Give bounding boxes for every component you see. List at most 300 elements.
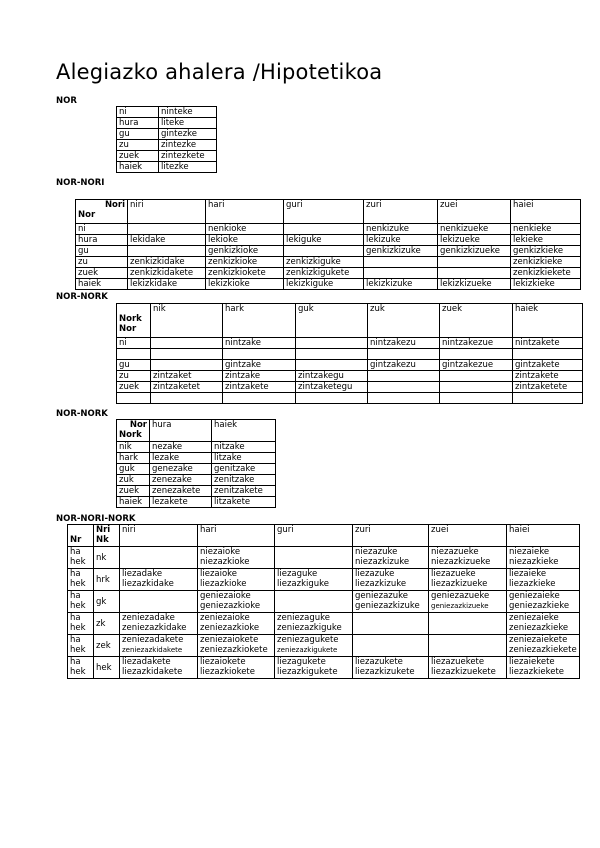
table-row <box>76 257 581 268</box>
table-cell: zintzaketet <box>151 382 223 393</box>
nr-cell <box>68 591 94 613</box>
column-header: haiei <box>507 525 580 547</box>
table-cell <box>507 591 580 613</box>
table-cell: gintezke <box>159 129 217 140</box>
column-header: hura <box>150 420 212 442</box>
nk-label: hek <box>96 662 112 673</box>
table-cell <box>198 547 275 569</box>
table-cell: gintzakezue <box>440 360 513 371</box>
table-cell <box>364 268 438 279</box>
table-cell <box>151 349 223 360</box>
row-header-cell: zuk <box>117 475 150 486</box>
form-plural: zeniezazkidakete <box>122 646 183 654</box>
table-cell: lekizkieke <box>511 279 581 290</box>
table-cell <box>429 547 507 569</box>
table-row <box>117 393 583 404</box>
form-plural: geniezazkizuke <box>355 601 420 611</box>
column-header: hari <box>198 525 275 547</box>
form-singular: zeniezaioke <box>200 613 250 623</box>
table-cell: lekizkioke <box>206 279 284 290</box>
table-row <box>68 635 580 657</box>
form-plural: liezazkidake <box>122 579 174 589</box>
table-row <box>117 107 217 118</box>
table-cell <box>275 613 353 635</box>
form-plural: niezazkioke <box>200 557 250 567</box>
table-cell: zintzakete <box>223 382 296 393</box>
nr-cell <box>68 613 94 635</box>
nr-line: hek <box>70 645 86 655</box>
row-header-cell: ni <box>117 107 159 118</box>
row-header-cell: haiek <box>117 162 159 173</box>
form-singular: liezazueke <box>431 569 476 579</box>
table-cell <box>128 246 206 257</box>
column-header: haiek <box>212 420 276 442</box>
table-cell <box>275 591 353 613</box>
corner-cell <box>76 200 128 224</box>
table-cell: lekizkiguke <box>284 279 364 290</box>
form-singular: liezadake <box>122 569 163 579</box>
nor-table <box>116 106 217 173</box>
table-cell: lezake <box>150 453 212 464</box>
table-cell <box>364 257 438 268</box>
table-cell <box>275 569 353 591</box>
column-header: haiei <box>511 200 581 224</box>
table-cell: zintzake <box>223 371 296 382</box>
table-cell <box>284 246 364 257</box>
table-cell <box>284 224 364 235</box>
form-singular: niezazuke <box>355 547 398 557</box>
nr-cell <box>68 569 94 591</box>
nk-cell <box>94 591 120 613</box>
nr-cell <box>68 635 94 657</box>
table-row <box>76 224 581 235</box>
row-header-cell <box>117 393 151 404</box>
form-singular: geniezazueke <box>431 591 490 601</box>
row-header-cell: ni <box>76 224 128 235</box>
section-label-nor-nori-nork: NOR-NORI-NORK <box>56 514 136 524</box>
table-cell: litzakete <box>212 497 276 508</box>
corner-bottom-label: Nor <box>119 324 137 334</box>
table-cell: zenkizkiguke <box>284 257 364 268</box>
table-cell: lekieke <box>511 235 581 246</box>
section-label-nor-nork: NOR-NORK <box>56 292 108 302</box>
table-cell: zenkizkiekete <box>511 268 581 279</box>
table-cell: litezke <box>159 162 217 173</box>
form-plural: niezazkieke <box>509 557 559 567</box>
table-cell <box>507 569 580 591</box>
form-plural: geniezazkioke <box>200 601 261 611</box>
table-cell: lezakete <box>150 497 212 508</box>
table-cell <box>353 547 429 569</box>
table-cell <box>128 224 206 235</box>
table-cell: genezake <box>150 464 212 475</box>
table-cell <box>223 393 296 404</box>
corner-bottom-label: Nork <box>119 430 142 440</box>
form-singular: liezaiekete <box>509 657 555 667</box>
table-cell: zenkizkidake <box>128 257 206 268</box>
nk-header: Nk <box>96 535 109 545</box>
table-cell: zenitzake <box>212 475 276 486</box>
form-plural: liezazkieke <box>509 579 556 589</box>
form-singular: geniezazuke <box>355 591 408 601</box>
table-cell <box>296 393 368 404</box>
table-cell <box>513 349 583 360</box>
nr-line: hek <box>70 667 86 677</box>
form-plural: liezazkizuekete <box>431 667 496 677</box>
table-cell <box>368 393 440 404</box>
table-cell: zenezake <box>150 475 212 486</box>
nri-nk-header-cell <box>94 525 120 547</box>
form-plural: niezazkizueke <box>431 557 491 567</box>
table-cell <box>120 591 198 613</box>
form-plural: zeniezazkioke <box>200 623 260 633</box>
form-plural: liezazkizukete <box>355 667 415 677</box>
form-plural: zeniezazkiguke <box>277 623 342 633</box>
nk-cell <box>94 569 120 591</box>
table-row <box>117 371 583 382</box>
table-cell: genkizkizueke <box>438 246 511 257</box>
nr-line: ha <box>70 613 81 623</box>
column-header: zuei <box>429 525 507 547</box>
table-row <box>117 497 276 508</box>
row-header-cell: zuek <box>76 268 128 279</box>
nr-cell <box>68 657 94 679</box>
row-header-cell: haiek <box>117 497 150 508</box>
form-plural: zeniezazkieke <box>509 623 569 633</box>
form-singular: geniezaieke <box>509 591 560 601</box>
form-plural: liezazkidakete <box>122 667 183 677</box>
form-singular: liezazuekete <box>431 657 485 667</box>
table-cell: nitzake <box>212 442 276 453</box>
nr-line: ha <box>70 657 81 667</box>
nr-line: ha <box>70 635 81 645</box>
column-header: zuei <box>438 200 511 224</box>
corner-bottom-label: Nor <box>78 210 96 220</box>
form-singular: geniezaioke <box>200 591 251 601</box>
form-plural: zeniezazkidake <box>122 623 187 633</box>
corner-cell <box>117 304 151 338</box>
table-cell <box>120 613 198 635</box>
table-cell: lekioke <box>206 235 284 246</box>
row-header-cell: hark <box>117 453 150 464</box>
table-cell <box>440 393 513 404</box>
table-cell <box>429 569 507 591</box>
table-cell <box>120 657 198 679</box>
row-header-cell: gu <box>76 246 128 257</box>
nr-line: ha <box>70 569 81 579</box>
table-cell: nenkizueke <box>438 224 511 235</box>
nri-header: Nri <box>96 525 111 535</box>
table-cell: nenkizuke <box>364 224 438 235</box>
table-cell: nenkioke <box>206 224 284 235</box>
column-header: guri <box>284 200 364 224</box>
table-cell <box>120 569 198 591</box>
column-header: guk <box>296 304 368 338</box>
form-singular: liezaguke <box>277 569 318 579</box>
table-row <box>117 382 583 393</box>
table-cell <box>438 257 511 268</box>
table-row <box>117 151 217 162</box>
page-title: Alegiazko ahalera /Hipotetikoa <box>56 60 383 84</box>
form-singular: niezazueke <box>431 547 479 557</box>
form-singular: liezazuke <box>355 569 395 579</box>
table-row <box>68 613 580 635</box>
table-cell: zenkizkioke <box>206 257 284 268</box>
table-cell: zenitzakete <box>212 486 276 497</box>
table-cell <box>507 547 580 569</box>
form-singular: liezaieke <box>509 569 547 579</box>
table-row <box>117 118 217 129</box>
form-plural: zeniezazkiekete <box>509 645 577 655</box>
column-header: nik <box>151 304 223 338</box>
table-cell <box>353 569 429 591</box>
row-header-cell: ni <box>117 338 151 349</box>
form-singular: liezaioke <box>200 569 238 579</box>
form-singular: zeniezaguke <box>277 613 330 623</box>
nk-label: zk <box>96 618 106 629</box>
nr-header-cell <box>68 525 94 547</box>
table-cell: gintzakete <box>513 360 583 371</box>
nor-nori-nork-table <box>67 524 580 679</box>
table-cell <box>507 613 580 635</box>
table-cell: lekizkizuke <box>364 279 438 290</box>
column-header: zuek <box>440 304 513 338</box>
nk-cell <box>94 635 120 657</box>
row-header-cell: zu <box>117 140 159 151</box>
form-plural: niezazkizuke <box>355 557 410 567</box>
table-cell <box>296 349 368 360</box>
table-cell <box>440 382 513 393</box>
form-singular: liezazukete <box>355 657 403 667</box>
nr-line: ha <box>70 591 81 601</box>
table-cell <box>440 371 513 382</box>
nk-label: zek <box>96 640 111 651</box>
row-header-cell: hura <box>76 235 128 246</box>
table-row <box>76 279 581 290</box>
row-header-cell: gu <box>117 360 151 371</box>
form-singular: liezaiokete <box>200 657 246 667</box>
table-row <box>117 475 276 486</box>
corner-cell <box>117 420 150 442</box>
form-singular: zeniezaiokete <box>200 635 259 645</box>
table-row <box>117 442 276 453</box>
form-singular: zeniezaieke <box>509 613 559 623</box>
table-cell <box>429 635 507 657</box>
table-cell: liteke <box>159 118 217 129</box>
column-header: niri <box>128 200 206 224</box>
form-singular: niezaioke <box>200 547 241 557</box>
corner-top-label: Nori <box>104 200 125 210</box>
table-cell: ninteke <box>159 107 217 118</box>
nr-header: Nr <box>70 535 82 545</box>
form-singular: zeniezadakete <box>122 635 184 645</box>
form-plural: liezazkiguke <box>277 579 330 589</box>
nr-line: ha <box>70 547 81 557</box>
nor-nork-3rd-person-table <box>116 419 276 508</box>
table-row <box>76 246 581 257</box>
table-cell <box>513 393 583 404</box>
nk-label: gk <box>96 596 107 607</box>
form-plural: liezazkiokete <box>200 667 255 677</box>
table-cell: zenkizkiokete <box>206 268 284 279</box>
table-cell: genkizkioke <box>206 246 284 257</box>
table-cell: lekidake <box>128 235 206 246</box>
table-cell <box>353 613 429 635</box>
table-cell <box>429 657 507 679</box>
table-cell: zenkizkidakete <box>128 268 206 279</box>
nr-line: hek <box>70 579 86 589</box>
row-header-cell: zuek <box>117 151 159 162</box>
table-cell <box>198 657 275 679</box>
section-label-nor-nori: NOR-NORI <box>56 178 105 188</box>
form-plural: liezazkioke <box>200 579 247 589</box>
form-plural: liezazkizueke <box>431 579 488 589</box>
table-cell: lekizueke <box>438 235 511 246</box>
table-cell: nintzakezue <box>440 338 513 349</box>
table-cell: lekizkizueke <box>438 279 511 290</box>
table-row <box>76 235 581 246</box>
table-cell: lekizuke <box>364 235 438 246</box>
table-cell: lekizkidake <box>128 279 206 290</box>
form-plural: liezazkizuke <box>355 579 407 589</box>
table-cell: zintzakegu <box>296 371 368 382</box>
table-cell <box>507 657 580 679</box>
table-row <box>117 338 583 349</box>
table-row <box>117 140 217 151</box>
table-cell <box>198 591 275 613</box>
table-row <box>68 547 580 569</box>
form-singular: niezaieke <box>509 547 550 557</box>
table-cell: gintzake <box>223 360 296 371</box>
table-cell <box>296 360 368 371</box>
table-cell <box>429 591 507 613</box>
table-cell <box>368 349 440 360</box>
table-cell: nintzakezu <box>368 338 440 349</box>
row-header-cell: hura <box>117 118 159 129</box>
table-cell <box>120 635 198 657</box>
nk-cell <box>94 547 120 569</box>
table-row <box>117 129 217 140</box>
row-header-cell <box>117 349 151 360</box>
table-cell: gintzakezu <box>368 360 440 371</box>
table-cell <box>440 349 513 360</box>
table-row <box>117 360 583 371</box>
nr-cell <box>68 547 94 569</box>
form-plural: liezazkigukete <box>277 667 338 677</box>
table-cell: litzake <box>212 453 276 464</box>
table-cell: zintezkete <box>159 151 217 162</box>
table-cell: zintzaketete <box>513 382 583 393</box>
table-cell: nenkieke <box>511 224 581 235</box>
form-singular: zeniezadake <box>122 613 175 623</box>
table-cell: nintzake <box>223 338 296 349</box>
table-row <box>117 486 276 497</box>
column-header: hark <box>223 304 296 338</box>
table-row <box>117 349 583 360</box>
column-header: hari <box>206 200 284 224</box>
form-plural: zeniezazkiokete <box>200 645 268 655</box>
row-header-cell: zuek <box>117 486 150 497</box>
column-header: haiek <box>513 304 583 338</box>
form-singular: liezadakete <box>122 657 171 667</box>
table-cell <box>429 613 507 635</box>
table-cell <box>120 547 198 569</box>
column-header: zuri <box>353 525 429 547</box>
table-cell: zintezke <box>159 140 217 151</box>
nr-line: hek <box>70 601 86 611</box>
table-cell <box>198 613 275 635</box>
form-plural: geniezazkieke <box>509 601 570 611</box>
column-header: zuri <box>364 200 438 224</box>
section-label-nor: NOR <box>56 96 77 106</box>
column-header: zuk <box>368 304 440 338</box>
section-label-nor-nork-2: NOR-NORK <box>56 409 108 419</box>
nr-line: hek <box>70 623 86 633</box>
table-cell: zintzaket <box>151 371 223 382</box>
row-header-cell: guk <box>117 464 150 475</box>
table-row <box>68 569 580 591</box>
table-cell <box>151 360 223 371</box>
table-cell <box>353 635 429 657</box>
table-cell <box>151 338 223 349</box>
form-plural: geniezazkizueke <box>431 602 489 610</box>
form-singular: liezagukete <box>277 657 326 667</box>
table-cell: zenkizkigukete <box>284 268 364 279</box>
corner-top-label: Nor <box>129 420 147 430</box>
row-header-cell: zuek <box>117 382 151 393</box>
table-cell <box>275 547 353 569</box>
table-row <box>68 657 580 679</box>
nk-cell <box>94 613 120 635</box>
row-header-cell: nik <box>117 442 150 453</box>
table-row <box>68 591 580 613</box>
table-cell: genitzake <box>212 464 276 475</box>
row-header-cell: zu <box>76 257 128 268</box>
form-plural: liezazkiekete <box>509 667 565 677</box>
table-cell: genkizkieke <box>511 246 581 257</box>
table-cell <box>198 635 275 657</box>
table-cell <box>368 382 440 393</box>
table-row <box>76 268 581 279</box>
table-cell <box>151 393 223 404</box>
table-cell <box>353 657 429 679</box>
corner-top-label: Nork <box>119 314 142 324</box>
table-row <box>117 453 276 464</box>
nor-nork-table <box>116 303 583 404</box>
table-cell: zenkizkieke <box>511 257 581 268</box>
table-cell <box>507 635 580 657</box>
table-cell: zenezakete <box>150 486 212 497</box>
nr-line: hek <box>70 557 86 567</box>
table-cell <box>438 268 511 279</box>
table-cell <box>275 657 353 679</box>
form-plural: zeniezazkigukete <box>277 646 338 654</box>
table-cell: lekiguke <box>284 235 364 246</box>
table-cell: nezake <box>150 442 212 453</box>
nk-cell <box>94 657 120 679</box>
table-cell: nintzakete <box>513 338 583 349</box>
row-header-cell: zu <box>117 371 151 382</box>
table-row <box>117 162 217 173</box>
form-singular: zeniezagukete <box>277 635 339 645</box>
table-cell: zintzakete <box>513 371 583 382</box>
nor-nori-table <box>75 199 581 290</box>
table-cell <box>275 635 353 657</box>
table-cell <box>353 591 429 613</box>
column-header: guri <box>275 525 353 547</box>
table-cell <box>198 569 275 591</box>
form-singular: zeniezaiekete <box>509 635 568 645</box>
